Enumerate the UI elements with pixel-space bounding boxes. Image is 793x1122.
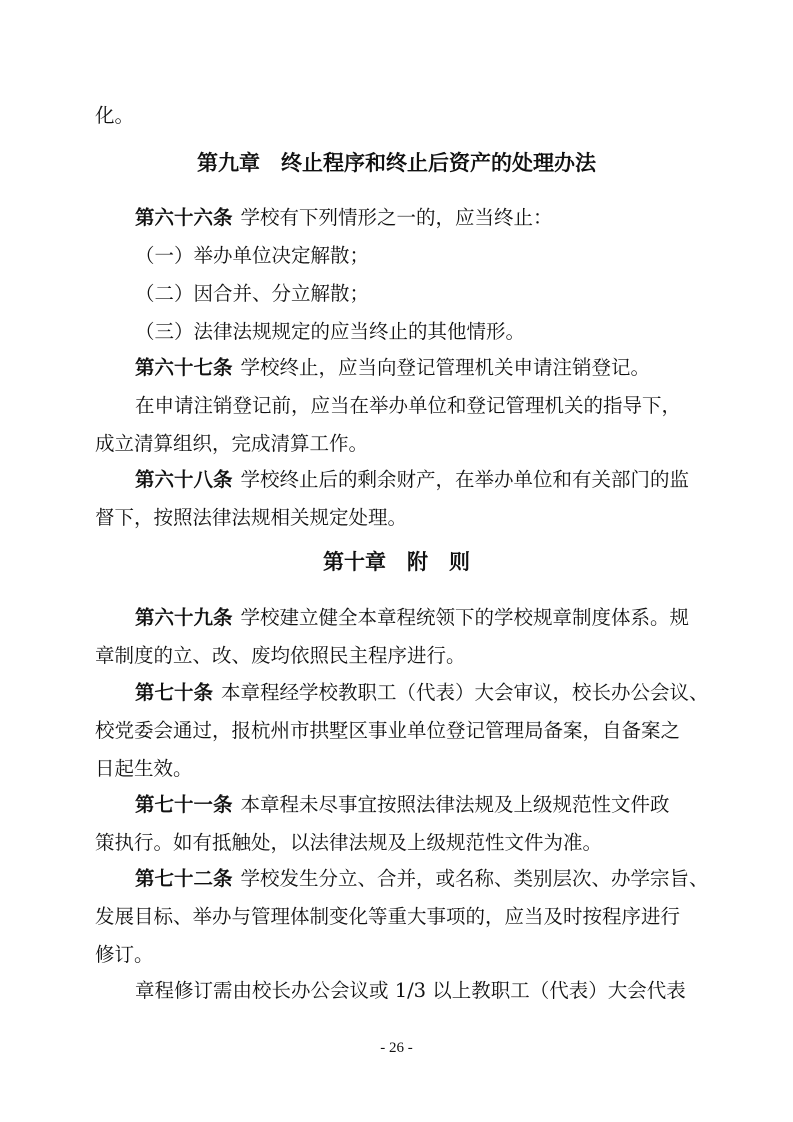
line-text: 日起生效。 xyxy=(95,757,193,780)
article-number: 第七十一条 xyxy=(135,793,233,816)
article-line xyxy=(135,792,670,818)
article-line xyxy=(135,605,689,631)
page-number: - 26 - xyxy=(380,1040,413,1056)
article-number: 第六十九条 xyxy=(135,606,233,629)
line-text: （二）因合并、分立解散； xyxy=(135,282,370,305)
chapter-heading: 第十章 附 则 xyxy=(323,550,470,574)
line-text: 发展目标、举办与管理体制变化等重大事项的，应当及时按程序进行 xyxy=(95,905,681,928)
line-text: 学校发生分立、合并，或名称、类别层次、办学宗旨、 xyxy=(240,867,709,890)
text-line xyxy=(95,505,407,531)
line-text: 成立清算组织，完成清算工作。 xyxy=(95,432,369,455)
article-number: 第六十八条 xyxy=(135,468,233,491)
text-line xyxy=(95,643,466,669)
line-text: （三）法律法规规定的应当终止的其他情形。 xyxy=(135,320,526,343)
article-number: 第七十二条 xyxy=(135,867,233,890)
text-line xyxy=(135,319,525,345)
line-text: 学校有下列情形之一的，应当终止： xyxy=(240,206,553,229)
line-text: 化。 xyxy=(95,104,135,127)
line-text: 学校建立健全本章程统领下的学校规章制度体系。规 xyxy=(240,606,690,629)
article-line xyxy=(135,467,689,493)
line-text: 督下，按照法律法规相关规定处理。 xyxy=(95,506,408,529)
line-text: （一）举办单位决定解散； xyxy=(135,244,370,267)
text-line xyxy=(95,756,193,782)
article-number: 第六十七条 xyxy=(135,356,233,379)
article-line xyxy=(135,680,709,706)
line-text: 章制度的立、改、废均依照民主程序进行。 xyxy=(95,644,466,667)
line-text: 学校终止，应当向登记管理机关申请注销登记。 xyxy=(240,356,651,379)
line-text: 修订。 xyxy=(95,943,154,966)
text-line xyxy=(135,393,681,419)
text-line xyxy=(95,830,602,856)
text-line xyxy=(135,978,686,1004)
line-text: 策执行。如有抵触处，以法律法规及上级规范性文件为准。 xyxy=(95,831,603,854)
text-line xyxy=(95,431,368,457)
line-text: 本章程未尽事宜按照法律法规及上级规范性文件政 xyxy=(240,793,670,816)
line-text: 本章程经学校教职工（代表）大会审议，校长办公会议、 xyxy=(221,681,709,704)
text-line xyxy=(95,718,680,744)
article-line xyxy=(135,205,553,231)
line-text: 校党委会通过，报杭州市拱墅区事业单位登记管理局备案，自备案之 xyxy=(95,719,681,742)
text-line xyxy=(95,904,680,930)
line-text: 在申请注销登记前，应当在举办单位和登记管理机关的指导下， xyxy=(135,394,682,417)
line-text: 章程修订需由校长办公会议或 1/3 以上教职工（代表）大会代表 xyxy=(135,979,686,1002)
text-line xyxy=(135,243,369,269)
line-text: 学校终止后的剩余财产，在举办单位和有关部门的监 xyxy=(240,468,690,491)
article-line xyxy=(135,355,650,381)
text-line xyxy=(95,103,134,129)
article-number: 第六十六条 xyxy=(135,206,233,229)
article-line xyxy=(135,866,709,892)
chapter-heading: 第九章 终止程序和终止后资产的处理办法 xyxy=(197,151,596,175)
text-line xyxy=(95,942,154,968)
article-number: 第七十条 xyxy=(135,681,214,704)
text-line xyxy=(135,281,369,307)
